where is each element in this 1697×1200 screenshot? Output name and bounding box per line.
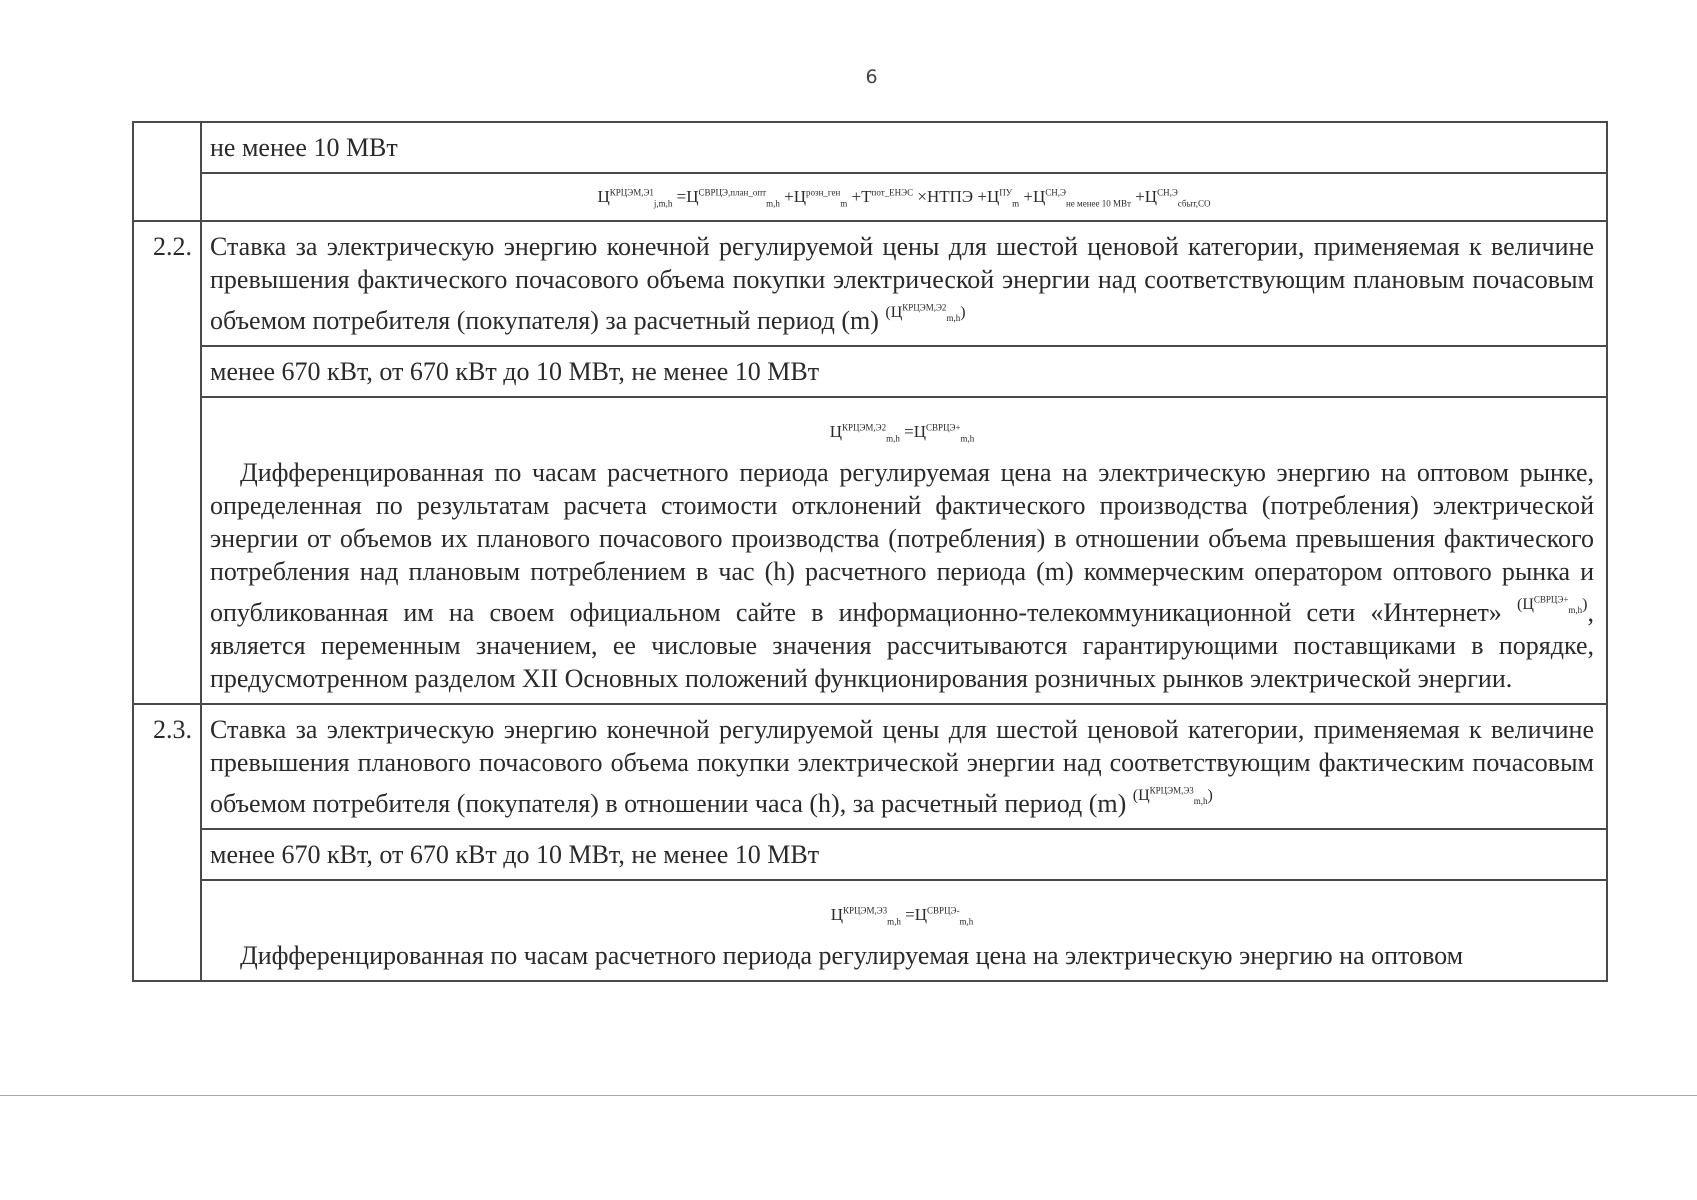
- table-row-section-2-2: [134, 220, 1606, 703]
- row-number: 2.3.: [134, 705, 202, 980]
- row-number: 2.2.: [134, 222, 202, 703]
- formula-explanation-cell: [202, 396, 1606, 703]
- page-number: 6: [865, 66, 878, 88]
- formula-symbol: (ЦКРЦЭМ,Э3m,h): [1132, 785, 1213, 807]
- formula-e2: $Ц^{КРЦЭМ,Э2}_{m,h} =Ц^{СВРЦЭ+}_{m,h}$: [829, 422, 975, 444]
- capacity-categories: менее 670 кВт, от 670 кВт до 10 МВт, не менее 10 МВт: [202, 828, 1606, 879]
- formula-e1: $Ц^{КРЦЭМ,Э1}_{j,m,h} =Ц^{СВРЦЭ,план\_опт}_{m,h} +Ц^{розн\_ген}_m +Т^{пот\_ЕНЭС}$ ×НТПЭ $+Ц^{ПУ}_m +Ц^{СН,Э}_{не менее 10 МВт} +Ц^{СН,Э}_{сбыт,СО}$: [202, 172, 1606, 220]
- table-row-section-2-3: [134, 703, 1606, 980]
- explanation-text: Дифференцированная по часам расчетного периода регулируемая цена на электрическую энергию на оптовом: [240, 941, 1464, 970]
- formula-e3: $Ц^{КРЦЭМ,Э3}_{m,h} =Ц^{СВРЦЭ-}_{m,h}$: [830, 905, 974, 927]
- page-bottom-rule: [0, 1095, 1697, 1096]
- category-label: не менее 10 МВт: [210, 133, 398, 162]
- formula-explanation-cell: [202, 879, 1606, 980]
- table-row-continuation: [134, 123, 1606, 220]
- row-number-empty: [134, 123, 202, 220]
- capacity-categories: менее 670 кВт, от 670 кВт до 10 МВт, не менее 10 МВт: [202, 345, 1606, 396]
- tariff-table: [132, 121, 1608, 982]
- formula-symbol: (ЦСВРЦЭ+m,h): [1516, 594, 1588, 616]
- rate-description: Ставка за электрическую энергию конечной регулируемой цены для шестой ценовой категории, применяемая к величине превышения фактического почасового объема покупки электрической энергии над соответствующим плановым почасовым объемом потребителя (покупателя) за расчетный период (m) $^{(Ц^{КРЦЭМ,Э2}_{m,h})}$: [210, 232, 1594, 335]
- rate-description: Ставка за электрическую энергию конечной регулируемой цены для шестой ценовой категории, применяемая к величине превышения планового почасового объема покупки электрической энергии над соответствующим фактическим почасовым объемом потребителя (покупателя) в отношении часа (h), за расчетный период (m) $^{(Ц^{КРЦЭМ,Э3}_{m,h})}$: [210, 715, 1594, 818]
- formula-symbol: (ЦКРЦЭМ,Э2m,h): [885, 302, 966, 324]
- explanation-text: Дифференцированная по часам расчетного периода регулируемая цена на электрическую энергию на оптовом рынке, определенная по результатам расчета стоимости отклонений фактического производства (потребления) электрической энергии от объемов их планового почасового производства (потребления) в отношении объема превышения фактического потребления над плановым потреблением в час (h) расчетного периода (m) коммерческим оператором оптового рынка и опубликованная им на своем официальном сайте в информационно-телекоммуникационной сети «Интернет» $^{(Ц^{СВРЦЭ+}_{m,h})}$, является переменным значением, ее числовые значения рассчитываются гарантирующими поставщиками в порядке, предусмотренном разделом XII Основных положений функционирования розничных рынков электрической энергии.: [210, 458, 1594, 693]
